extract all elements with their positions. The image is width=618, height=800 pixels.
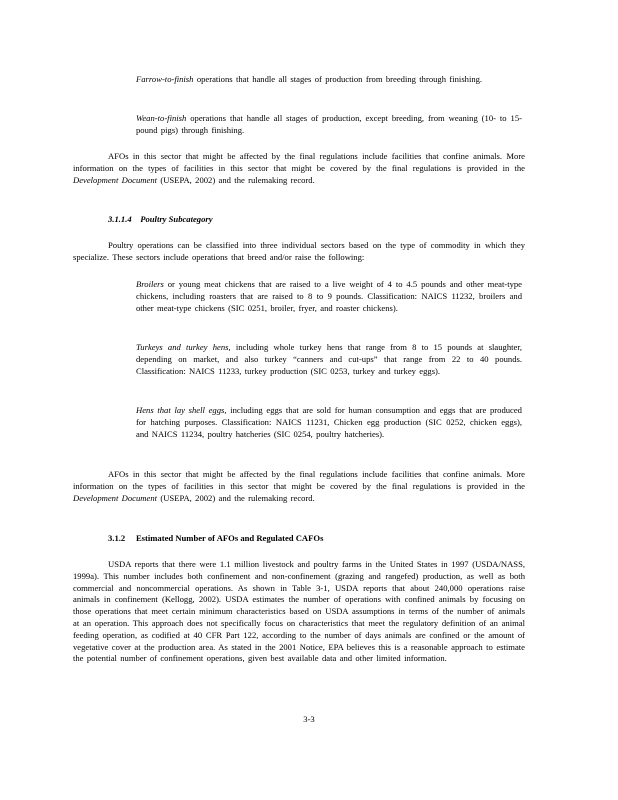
farrow-to-finish-term: Farrow-to-finish	[136, 74, 194, 84]
farrow-to-finish-definition	[136, 74, 522, 86]
turkeys-text: , including whole turkey hens that range from 8 to 15 pounds at slaughter, depending on market, and also turkey “canners and cut-ups” that range from 22 to 40 pounds. Classification: NAICS 11233, turkey production (SIC 0253, turkey and turkey eggs).	[136, 342, 522, 376]
poultry-intro-paragraph: Poultry operations can be classified into three individual sectors based on the type of commodity in which they specialize. These sectors include operations that breed and/or raise the following:	[73, 240, 525, 262]
farrow-to-finish-text: operations that handle all stages of production from breeding through finishing.	[193, 74, 483, 84]
turkeys-term: Turkeys and turkey hens	[136, 342, 229, 352]
wean-to-finish-definition	[136, 113, 522, 137]
afo-paragraph-swine-b: (USEPA, 2002) and the rulemaking record.	[157, 174, 315, 185]
hens-text: , including eggs that are sold for human consumption and eggs that are produced for hatching purposes. Classification: NAICS 11231, Chicken egg production (SIC 0252, chicken eggs), and NAICS 11234, poultry hatcheries (SIC 0254, poultry hatcheries).	[136, 405, 522, 439]
poultry-subcategory-heading	[108, 214, 213, 224]
poultry-heading-title: Poultry Subcategory	[140, 214, 213, 224]
section-heading-title: Estimated Number of AFOs and Regulated CAFOs	[135, 533, 324, 543]
wean-to-finish-text: operations that handle all stages of production, except breeding, from weaning (10- to 15- pound pigs) through finishing.	[136, 113, 522, 135]
hens-definition	[136, 405, 522, 440]
estimated-number-heading	[108, 533, 323, 543]
afo-paragraph-swine-a: AFOs in this sector that might be affected by the final regulations include facilities that confine animals. More information on the types of facilities in this sector that might be covered by the final regulations is provided in the	[73, 151, 525, 173]
section-heading-number: 3.1.2	[108, 533, 126, 543]
broilers-text: or young meat chickens that are raised to a live weight of 4 to 4.5 pounds and other meat-type chickens, including roasters that are raised to 8 to 9 pounds. Classification: NAICS 11232, broilers and other meat-type chickens (SIC 0251, broiler, fryer, and roaster chickens).	[136, 279, 522, 313]
hens-term: Hens that lay shell eggs	[136, 405, 225, 415]
development-document-ref: Development Document	[73, 174, 158, 185]
turkeys-definition	[136, 342, 522, 377]
poultry-heading-number: 3.1.1.4	[108, 214, 132, 224]
afo-paragraph-swine	[73, 151, 525, 186]
development-document-ref-2: Development Document	[73, 492, 158, 503]
wean-to-finish-term: Wean-to-finish	[136, 113, 187, 123]
usda-paragraph: USDA reports that there were 1.1 million livestock and poultry farms in the United States in 1997 (USDA/NASS, 1999a). This number includes both confinement and non-confinement (grazing and rangefed) production, as well as both commercial and noncommercial operations. As shown in Table 3-1, USDA reports that about 240,000 operations raise animals in confinement (Kellogg, 2002). USDA estimates the number of operations with confined animals by focusing on those operations that meet certain minimum characteristics based on USDA assumptions in terms of the number of animals at an operation. This approach does not specifically focus on characteristics that meet the regulatory definition of an animal feeding operation, as codified at 40 CFR Part 122, according to the number of days animals are confined or the amount of vegetative cover at the production area. As stated in the 2001 Notice, EPA believes this is a reasonable approach to estimate the potential number of confinement operations, given best available data and other limited information.	[73, 559, 525, 664]
afo-paragraph-poultry-a: AFOs in this sector that might be affected by the final regulations include facilities that confine animals. More information on the types of facilities in this sector that might be covered by the final regulations is provided in the	[73, 469, 525, 491]
afo-paragraph-poultry	[73, 469, 525, 504]
page-number: 3-3	[303, 714, 315, 724]
broilers-definition	[136, 279, 522, 314]
afo-paragraph-poultry-b: (USEPA, 2002) and the rulemaking record.	[157, 492, 315, 503]
broilers-term: Broilers	[136, 279, 164, 289]
